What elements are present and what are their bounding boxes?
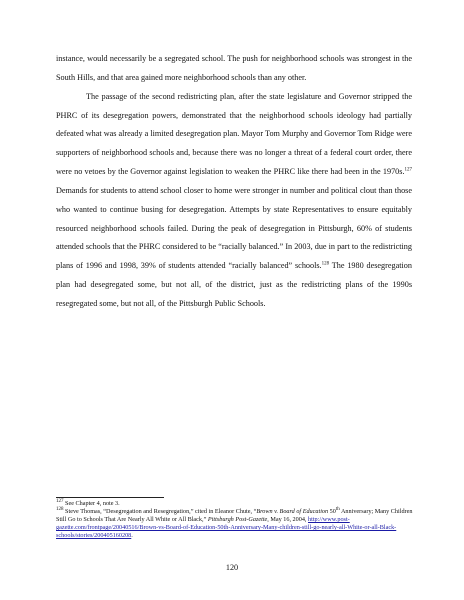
footnote-link[interactable]: http://www.post-gazette.com/frontpage/20040516/Brown-vs-Board-of-Education-50th-Anniversary-Many-children-still-go-nearly-all-White-or-all-Black-schools/stories/200405160208 <box>56 516 397 540</box>
italic-text: Pittsburgh Post-Gazette <box>207 516 268 524</box>
text-run: Anniversary; Many Children Still Go to Schools That Are Nearly All White or All Black,” <box>56 508 413 524</box>
text-run: See Chapter 4, note 3. <box>63 500 120 507</box>
body-paragraph <box>56 88 412 314</box>
footnote-marker: 128 <box>56 507 64 513</box>
footnote <box>56 500 416 508</box>
text-run: The 1980 desegregation plan had desegregated some, but not all, of the district, just as the redistricting plans of the 1990s resegregated some, but not all, of the Pittsburgh Public Schools. <box>56 261 412 308</box>
footnotes <box>56 500 416 540</box>
text-run: The passage of the second redistricting plan, after the state legislature and Governor stripped the PHRC of its desegregation powers, demonstrated that the neighborhood schools ideology had partially defeated what was already a limited desegregation plan. Mayor Tom Murphy and Governor Tom Ridge were supporters of neighborhood schools and, because there was no longer a threat of a federal court order, there were no vetoes by the Governor against legislation to weaken the PHRC like there had been in the 1970s. <box>56 91 412 177</box>
text-run: Steve Thomas, “Desegregation and Resegregation,” cited in Eleanor Chute, “ <box>63 508 257 516</box>
text-run: Demands for students to attend school closer to home were stronger in number and political clout than those who wanted to continue busing for desegregation. Attempts by state Representatives to ensure equitably resourced neighborhood schools failed. During the peak of desegregation in Pittsburgh, 60% of students attended schools that the PHRC considered to be “racially balanced.” In 2003, due in part to the redistricting plans of 1996 and 1998, 39% of students attended “racially balanced” schools. <box>56 185 412 271</box>
footnote-marker: 127 <box>404 167 412 173</box>
footnote-marker: 128 <box>321 261 330 267</box>
footnote-separator <box>56 497 164 498</box>
footnote-marker: th <box>335 507 340 513</box>
text-run: instance, would necessarily be a segregated school. The push for neighborhood schools was strongest in the South Hills, and that area gained more neighborhood schools than any other. <box>56 54 412 82</box>
footnote <box>56 508 416 540</box>
page-number: 120 <box>225 563 239 572</box>
text-run: 50 <box>328 508 336 516</box>
footnote-marker: 127 <box>56 498 64 504</box>
body-paragraph <box>56 50 412 88</box>
text-run: , May 16, 2004, <box>267 516 309 524</box>
italic-text: Brown v. Board of Education <box>256 508 329 516</box>
body-text <box>56 50 412 314</box>
text-run: . <box>131 532 133 540</box>
